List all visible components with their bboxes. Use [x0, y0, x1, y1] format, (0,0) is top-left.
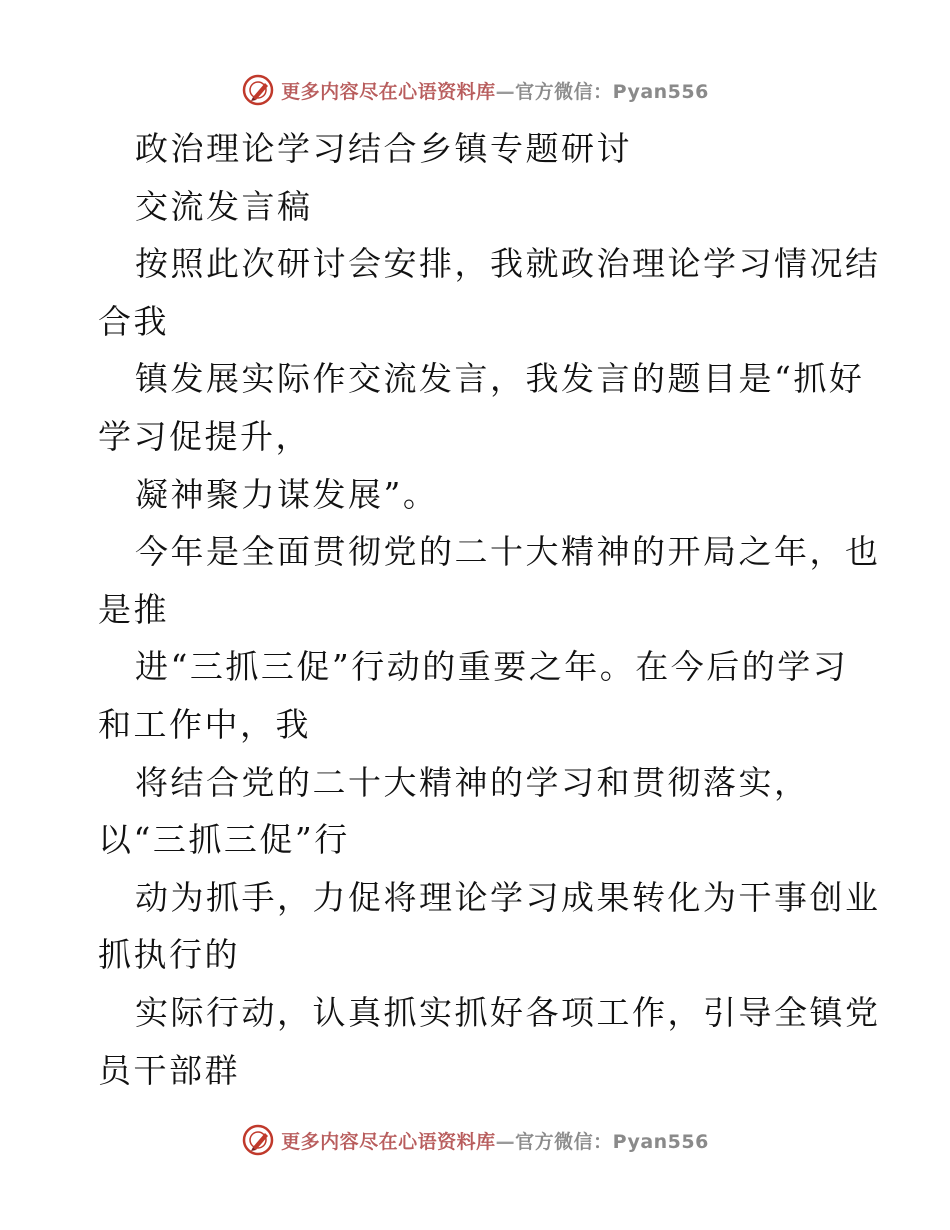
pen-logo-icon: [241, 73, 275, 107]
document-line: 动为抓手，力促将理论学习成果转化为干事创业: [135, 877, 881, 917]
document-line: 按照此次研讨会安排，我就政治理论学习情况结: [135, 244, 881, 284]
document-line: 今年是全面贯彻党的二十大精神的开局之年，也: [135, 532, 881, 572]
footer-watermark-text: [281, 1127, 709, 1154]
document-line: 学习促提升，: [98, 416, 311, 456]
document-line: 凝神聚力谋发展”。: [135, 474, 439, 514]
footer-dash: —: [495, 1130, 516, 1153]
document-line: 交流发言稿: [135, 186, 313, 226]
document-line: 镇发展实际作交流发言，我发言的题目是“抓好: [135, 359, 865, 399]
document-line: 是推: [98, 589, 169, 629]
document-line: 政治理论学习结合乡镇专题研讨: [135, 129, 632, 168]
document-line: 合我: [98, 301, 169, 341]
header-watermark-text: [281, 77, 709, 104]
document-line: 以“三抓三促”行: [98, 820, 350, 860]
document-line: 抓执行的: [98, 935, 240, 975]
header-promo-text: 更多内容尽在心语资料库: [281, 80, 496, 103]
footer-promo-text: 更多内容尽在心语资料库: [281, 1130, 496, 1153]
header-dash: —: [495, 80, 516, 103]
document-line: 和工作中，我: [98, 704, 311, 744]
document-line: 进“三抓三促”行动的重要之年。在今后的学习: [135, 647, 849, 687]
footer-watermark: [0, 1120, 950, 1160]
header-wechat-text: 官方微信：Pyan556: [515, 80, 709, 103]
pen-logo-icon: [241, 1123, 275, 1157]
footer-wechat-text: 官方微信：Pyan556: [515, 1130, 709, 1153]
document-body: [98, 120, 881, 1099]
document-line: 员干部群: [98, 1050, 240, 1090]
header-watermark: [0, 70, 950, 110]
document-line: 实际行动，认真抓实抓好各项工作，引导全镇党: [135, 992, 881, 1032]
document-line: 将结合党的二十大精神的学习和贯彻落实，: [135, 762, 810, 802]
